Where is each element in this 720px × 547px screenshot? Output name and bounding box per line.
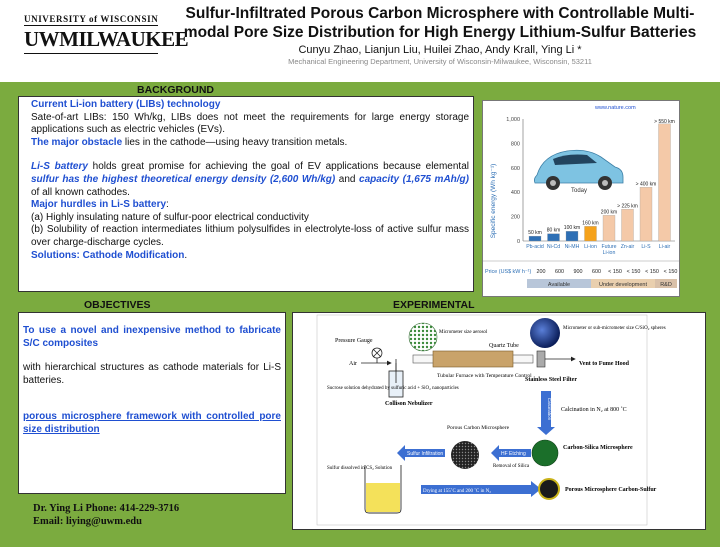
steel-filter-icon <box>537 351 545 367</box>
poster-title-line2: modal Pore Size Distribution for High Energy Lithium-Sulfur Batteries <box>183 24 697 41</box>
aerosol-particles-icon <box>409 323 437 351</box>
logo-rule-bottom <box>24 53 158 54</box>
label-drying: Drying at 155˚C and 200 ˚C in N₂ <box>423 489 491 494</box>
y-tick-label: 0 <box>516 239 520 245</box>
y-tick-label: 400 <box>510 190 520 197</box>
bar-value-label: 200 km <box>600 209 618 216</box>
y-tick-label: 200 <box>510 214 520 221</box>
objectives-p2: with hierarchical structures as cathode materials for Li-S batteries. <box>23 362 281 386</box>
energy-bar <box>529 236 541 241</box>
bg-hurdle-b: (b) Solubility of reaction intermediates lithium polysulfides in electrolyte-loss of active sulfur mass over charge-discharge cycles. <box>31 224 469 248</box>
label-sucrose: Sucrose solution dehydrated by sulfuric acid + SiO₂ nanoparticles <box>327 386 459 391</box>
x-tick-label: Li-S <box>641 244 651 250</box>
experimental-panel <box>292 312 706 530</box>
label-collison: Collison Nebulizer <box>385 401 433 407</box>
label-csio2-spheres: Micrometer or sub-micrometer size C/SiO₂ spheres <box>563 326 666 331</box>
calcination-arrow-label: Calcination <box>547 397 552 421</box>
price-value: 200 <box>536 269 546 275</box>
x-tick-label: Ni-MH <box>564 244 580 250</box>
objectives-panel <box>18 312 286 494</box>
poster-title-line1: Sulfur-Infiltrated Porous Carbon Microsphere with Controllable Multi- <box>185 5 695 22</box>
label-removal: Removal of Silica <box>493 464 530 469</box>
figure-today-label: Today <box>571 188 588 194</box>
bg-hurdles-colon: : <box>166 199 169 211</box>
logo-university-text: UNIVERSITY of WISCONSIN <box>24 14 159 24</box>
poster-title <box>160 4 720 42</box>
porous-carbon-sphere-icon <box>451 441 479 469</box>
bg-hurdle-a: (a) Highly insulating nature of sulfur-poor electrical conductivity <box>31 211 309 223</box>
bar-value-label: 160 km <box>582 220 599 227</box>
bg-hurdles-heading <box>31 199 469 212</box>
bg-paragraph-obstacle <box>31 137 469 150</box>
bg-solutions <box>31 250 469 263</box>
bg-lis-label: Li-S battery <box>31 161 88 173</box>
label-air: Air <box>349 361 357 367</box>
price-value: < 150 <box>663 269 678 275</box>
x-tick-label: Ni-Cd <box>546 244 561 250</box>
energy-bar <box>640 187 652 241</box>
label-hf-etching: HF Etching <box>501 451 526 457</box>
status-under-development: Under development <box>598 282 648 288</box>
label-porous-carbon: Porous Carbon Microsphere <box>447 425 510 431</box>
price-value: 900 <box>573 269 583 275</box>
authors: Cunyu Zhao, Lianjun Liu, Huilei Zhao, Andy Krall, Ying Li * <box>298 44 582 56</box>
label-furnace: Tubular Furnace with Temperature Control <box>437 373 532 379</box>
background-heading: BACKGROUND <box>137 84 214 96</box>
objectives-heading: OBJECTIVES <box>84 299 151 311</box>
spacer <box>31 149 469 161</box>
status-available: Available <box>547 282 571 288</box>
bar-value-label: 80 km <box>546 227 561 234</box>
logo-milwaukee-text: UWMILWAUKEE <box>24 27 189 51</box>
energy-bar <box>659 124 671 241</box>
x-tick-label: Future Li-ion <box>601 244 617 256</box>
tubular-furnace <box>433 351 513 367</box>
label-carbon-silica: Carbon-Silica Microsphere <box>563 445 633 451</box>
energy-bar <box>603 215 615 241</box>
bg-lis-highlight-energy: sulfur has the highest theoretical energy density (2,600 Wh/kg) <box>31 173 336 185</box>
experimental-heading: EXPERIMENTAL <box>393 299 475 311</box>
contact-info <box>33 502 179 528</box>
energy-bar <box>548 234 560 241</box>
bg-subheading-lib: Current Li-ion battery (LIBs) technology <box>31 99 221 110</box>
bar-value-label: > 225 km <box>617 203 638 210</box>
price-value: < 150 <box>608 269 622 275</box>
beaker-solution <box>366 483 400 512</box>
experimental-diagram <box>293 313 705 529</box>
label-quartz-tube: Quartz Tube <box>489 343 519 349</box>
label-sulfur-infiltration: Sulfur Infiltration <box>407 451 444 457</box>
objectives-p1: To use a novel and inexpensive method to fabricate S/C composites <box>23 325 281 349</box>
bg-solutions-dot: . <box>184 249 188 261</box>
bg-lis-highlight-capacity: capacity (1,675 mAh/g) <box>359 173 469 185</box>
bg-lis-text2: of all known cathodes. <box>31 186 130 198</box>
y-tick-label: 600 <box>510 165 520 172</box>
bg-obstacle-label: The major obstacle <box>31 136 123 148</box>
spacer <box>23 387 281 411</box>
background-panel <box>18 96 474 292</box>
label-filter: Stainless Steel Filter <box>525 377 577 383</box>
y-tick-label: 1,000 <box>506 117 520 123</box>
carbon-sulfur-composite-icon <box>539 479 559 499</box>
label-calcination: Calcination in N₂ at 800 ˚C <box>561 407 627 413</box>
figure-price-label: Price (US$ kW h⁻¹) <box>485 269 532 275</box>
price-value: 600 <box>592 269 601 275</box>
y-tick-label: 800 <box>510 141 520 148</box>
university-logo <box>24 14 189 54</box>
bg-paragraph-lis <box>31 161 469 199</box>
contact-phone: Dr. Ying Li Phone: 414-229-3716 <box>33 503 180 514</box>
bg-lis-text1: holds great promise for achieving the goal of EV applications because elemental <box>87 161 469 173</box>
bar-value-label: 100 km <box>563 225 581 232</box>
price-value: < 150 <box>645 269 659 275</box>
label-pressure-gauge: Pressure Gauge <box>335 338 373 344</box>
bg-paragraph-lib: Sate-of-art LIBs: 150 Wh/kg, LIBs does not meet the requirements for large energy storage applications such as electric vehicles (EVs). <box>31 111 469 136</box>
energy-bar <box>622 209 634 241</box>
bar-value-label: > 400 km <box>635 181 657 188</box>
status-rd: R&D <box>660 282 672 288</box>
x-tick-label: Li-air <box>658 244 671 250</box>
logo-rule <box>24 25 158 26</box>
label-composite: Porous Microsphere Carbon-Sulfur <box>565 487 657 493</box>
price-value: < 150 <box>626 269 641 275</box>
bar-value-label: 50 km <box>528 230 542 237</box>
contact-email: Email: liying@uwm.edu <box>33 516 142 527</box>
bar-value-label: > 550 km <box>654 119 675 125</box>
price-value: 600 <box>555 269 564 275</box>
bg-hurdles-label: Major hurdles in Li-S battery <box>31 199 167 211</box>
figure-ylabel: Specific energy (Wh kg⁻¹) <box>490 163 497 239</box>
energy-figure-svg <box>483 101 679 296</box>
energy-bar <box>566 231 578 241</box>
csio2-sphere-icon <box>530 318 560 348</box>
label-sulfur-dissolved: Sulfur dissolved in CS₂ Solution <box>327 466 393 471</box>
label-vent: Vent to Fume Hood <box>579 361 629 367</box>
bg-solutions-label: Solutions: Cathode Modification <box>31 249 185 261</box>
spacer <box>23 350 281 362</box>
energy-bar <box>585 226 597 241</box>
x-tick-label: Zn-air <box>620 244 635 250</box>
bg-lis-and: and <box>335 173 360 185</box>
objectives-p3: porous microsphere framework with controlled pore size distribution <box>23 411 281 435</box>
label-micrometer-aerosol: Micrometer size aerosol <box>439 330 488 335</box>
figure-source: www.nature.com <box>595 105 636 111</box>
carbon-silica-sphere-icon <box>532 440 558 466</box>
department: Mechanical Engineering Department, University of Wisconsin-Milwaukee, Wisconsin, 53211 <box>288 57 592 66</box>
x-tick-label: Li-ion <box>584 244 597 250</box>
energy-comparison-figure <box>482 100 680 297</box>
x-tick-label: Pb-acid <box>526 244 544 250</box>
bg-obstacle-text: lies in the cathode—using heavy transition metals. <box>122 136 348 148</box>
